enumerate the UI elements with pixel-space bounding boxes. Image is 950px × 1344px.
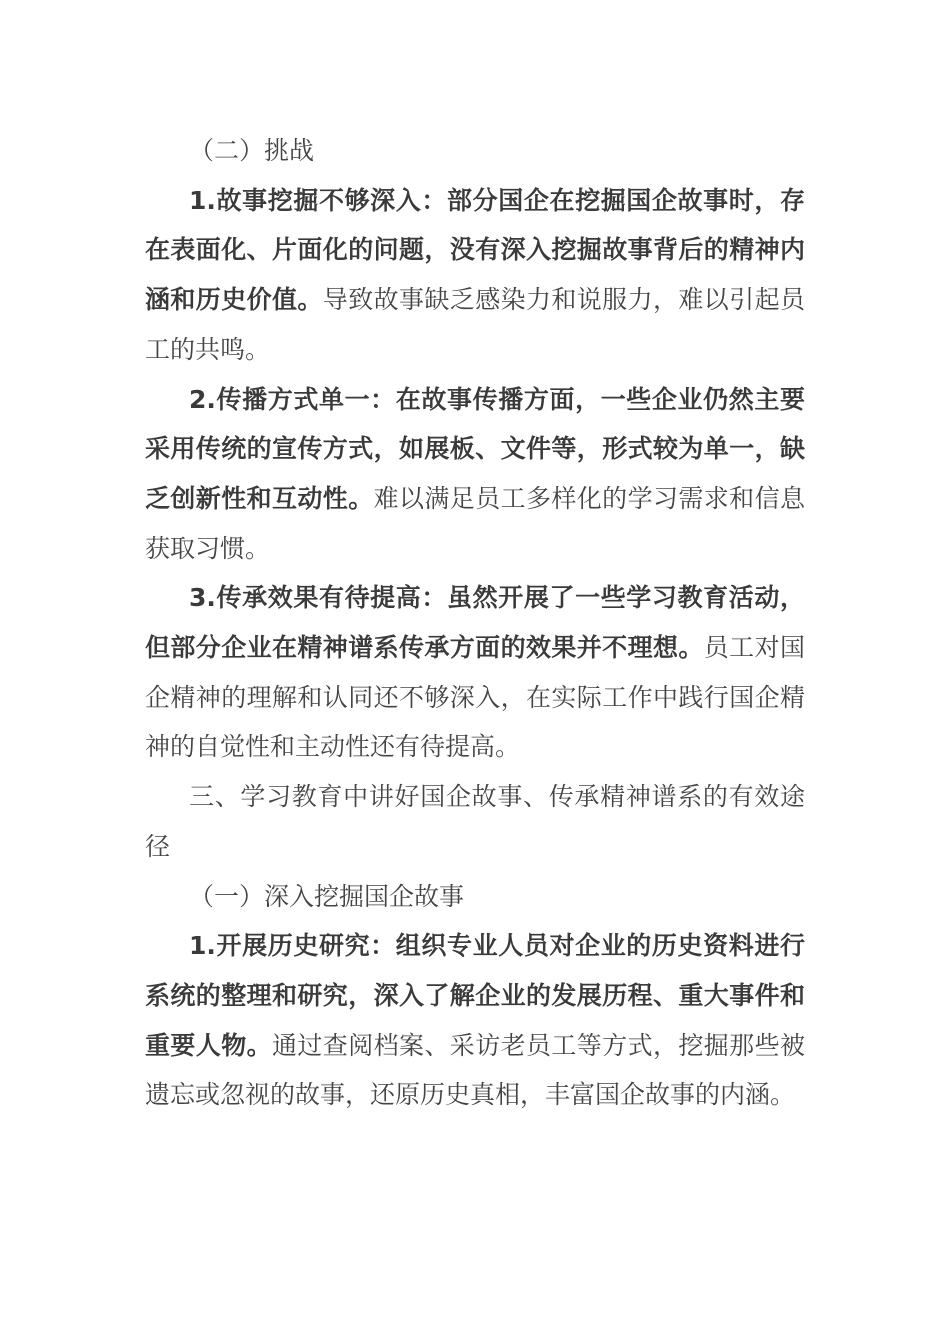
- paragraph-text: 员工对国企精神的理解和认同还不够深入，在实际工作中践行国企精神的自觉性和主动性还有待提高。: [145, 633, 805, 762]
- section-heading-approaches: [145, 772, 805, 871]
- paragraph-bold-lead: 1.开展历史研究：组织专业人员对企业的历史资料进行系统的整理和研究，深入了解企业的发展历程、重大事件和重要人物。: [145, 931, 805, 1060]
- paragraph-text: 难以满足员工多样化的学习需求和信息获取习惯。: [145, 483, 805, 563]
- subsection-heading-dig-stories: [145, 872, 805, 922]
- paragraph-approach-1: [145, 921, 805, 1120]
- paragraph-challenge-2: [145, 375, 805, 574]
- paragraph-text: （二）挑战: [189, 136, 315, 165]
- paragraph-text: 导致故事缺乏感染力和说服力，难以引起员工的共鸣。: [145, 285, 805, 364]
- paragraph-challenge-1: [145, 176, 805, 375]
- document-body: [145, 126, 805, 1120]
- paragraph-text: （一）深入挖掘国企故事: [189, 881, 465, 911]
- paragraph-bold-lead: 1.故事挖掘不够深入：部分国企在挖掘国企故事时，存在表面化、片面化的问题，没有深入挖掘故事背后的精神内涵和历史价值。: [145, 185, 805, 315]
- paragraph-challenge-3: [145, 573, 805, 772]
- paragraph-bold-lead: 3.传承效果有待提高：虽然开展了一些学习教育活动，但部分企业在精神谱系传承方面的效果并不理想。: [145, 583, 805, 663]
- paragraph-bold-lead: 2.传播方式单一：在故事传播方面，一些企业仍然主要采用传统的宣传方式，如展板、文件等，形式较为单一，缺乏创新性和互动性。: [145, 384, 805, 513]
- paragraph-text: 通过查阅档案、采访老员工等方式，挖掘那些被遗忘或忽视的故事，还原历史真相，丰富国企故事的内涵。: [145, 1030, 805, 1110]
- paragraph-text: 三、学习教育中讲好国企故事、传承精神谱系的有效途径: [145, 782, 805, 861]
- section-heading-challenges: [145, 126, 805, 176]
